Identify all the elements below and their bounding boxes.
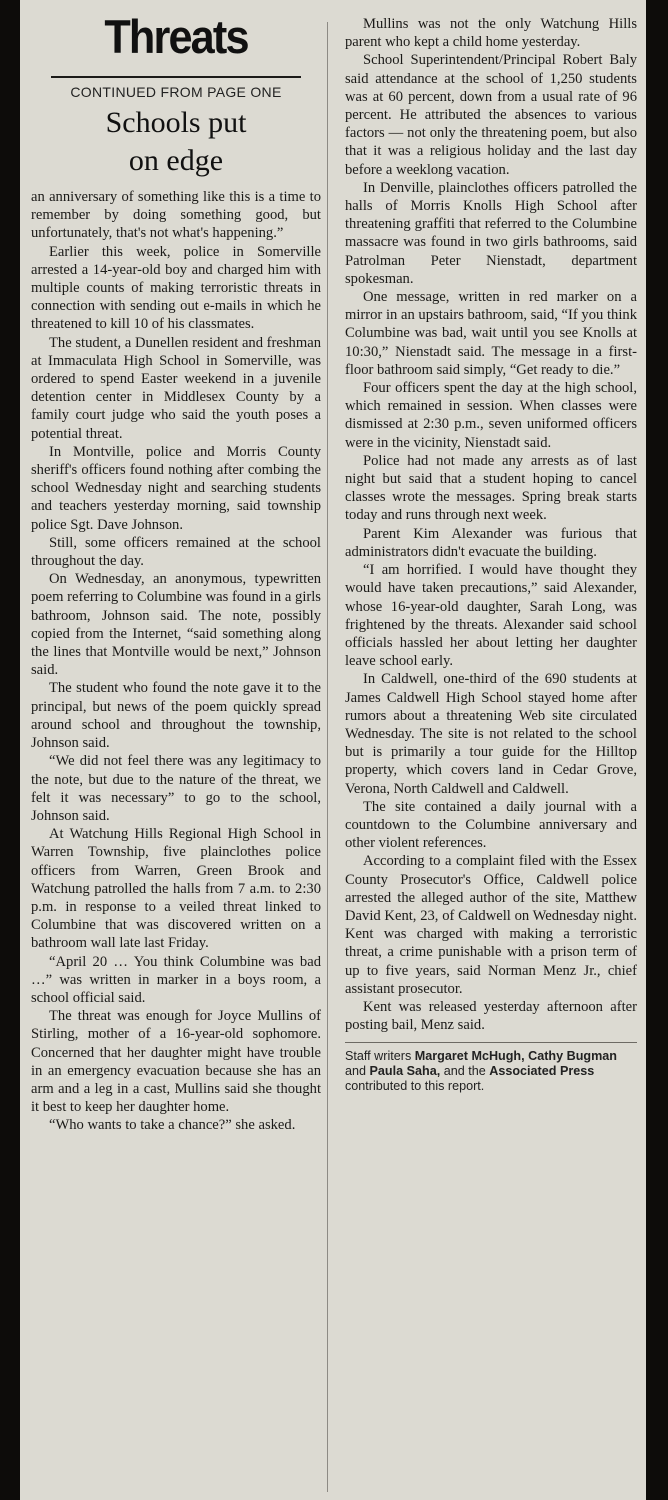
paragraph: The student who found the note gave it to the principal, but news of the poem quickly spread around school and throughout the township, Johnson said. <box>31 680 321 752</box>
credit-name: Margaret McHugh, Cathy Bugman <box>414 1049 617 1064</box>
right-body <box>345 15 637 1034</box>
paragraph: Four officers spent the day at the high school, which remained in session. When classes were dismissed at 2:30 p.m., seven uniformed officers were in the vicinity, Nienstadt said. <box>345 380 637 451</box>
paragraph: At Watchung Hills Regional High School in Warren Township, five plainclothes police officers from Warren, Green Brook and Watchung patrolled the halls from 7 a.m. to 2:30 p.m. in response to a veiled threat linked to Columbine that was discovered written on a bathroom wall late last Friday. <box>31 826 321 952</box>
paragraph: School Superintendent/Principal Robert Baly said attendance at the school of 1,250 students was at 60 percent, down from a usual rate of 96 percent. He attributed the absences to various factors — not only the threatening poem, but also that it was a religious holiday and the last day before a weeklong vacation. <box>345 52 637 178</box>
paragraph: “Who wants to take a chance?” she asked. <box>49 1117 296 1134</box>
headline-line: on edge <box>128 144 224 177</box>
headline <box>31 104 321 180</box>
paragraph: “April 20 … You think Columbine was bad …” was written in marker in a boys room, a school official said. <box>31 953 321 1006</box>
credit-lead: Staff writers <box>345 1049 412 1064</box>
paragraph: Parent Kim Alexander was furious that administrators didn't evacuate the building. <box>345 525 637 560</box>
paragraph: Police had not made any arrests as of last night but said that a student hoping to cancel classes wrote the messages. Spring break starts today and runs through next week. <box>345 452 637 524</box>
paragraph: In Montville, police and Morris County sheriff's officers found nothing after combing the school Wednesday night and searching students and teachers yesterday morning, said township police Sgt. Dave Johnson. <box>31 443 321 533</box>
paragraph: “I am horrified. I would have thought they would have taken precautions,” said Alexander, whose 16-year-old daughter, Sarah Long, was frightened by the threats. Alexander said school officials hassled her about letting her daughter leave school early. <box>345 562 637 670</box>
jump-line: CONTINUED FROM PAGE ONE <box>70 84 282 100</box>
credit-name: Associated Press <box>489 1064 595 1079</box>
paragraph: Kent was released yesterday afternoon after posting bail, Menz said. <box>345 998 637 1034</box>
credit-and: and the <box>443 1064 486 1079</box>
paragraph: According to a complaint filed with the Essex County Prosecutor's Office, Caldwell police arrested the alleged author of the site, Matthew David Kent, 23, of Caldwell on Wednesday night. Kent was charged with making a terroristic threat, a crime punishable with a prison term of up to five years, said Norman Menz Jr., chief assistant prosecutor. <box>345 853 637 997</box>
kicker-rule <box>51 76 301 78</box>
paragraph: Mullins was not the only Watchung Hills parent who kept a child home yesterday. <box>345 16 637 51</box>
paragraph: On Wednesday, an anonymous, typewritten poem referring to Columbine was found in a girls bathroom, Johnson said. The note, possibly copied from the Internet, “said something along the lines that Montville would be next,” Johnson said. <box>31 571 321 679</box>
paragraph: “We did not feel there was any legitimacy to the note, but due to the nature of the threat, we felt it was necessary” to go to the school, Johnson said. <box>31 753 321 824</box>
kicker-heading: Threats <box>104 10 248 63</box>
newspaper-clipping <box>20 0 646 1500</box>
paragraph: Still, some officers remained at the school throughout the day. <box>31 534 321 570</box>
column-rule <box>327 22 328 1492</box>
headline-line: Schools put <box>105 106 247 139</box>
staff-credit <box>345 1042 637 1094</box>
paragraph: an anniversary of something like this is a time to remember by doing something good, but unfortunately, that's not what's happening.” <box>31 189 321 242</box>
paragraph: The site contained a daily journal with a countdown to the Columbine anniversary and other violent references. <box>345 798 637 852</box>
left-column <box>31 0 321 1135</box>
credit-name: Paula Saha, <box>369 1064 441 1079</box>
left-body <box>31 188 321 1135</box>
paragraph: One message, written in red marker on a mirror in an upstairs bathroom, said, “If you think Columbine was bad, wait until you see Knolls at 10:30,” Nienstadt said. The message in a first-floor bathroom said simply, “Get ready to die.” <box>345 289 637 378</box>
right-column <box>345 15 637 1094</box>
paragraph: The threat was enough for Joyce Mullins of Stirling, mother of a 16-year-old sophomore. Concerned that her daughter might have trouble in an emergency evacuation because she has an arm and a leg in a cast, Mullins said she thought it best to keep her daughter home. <box>31 1008 321 1116</box>
paragraph: In Denville, plainclothes officers patrolled the halls of Morris Knolls High School after threatening graffiti that referred to the Columbine massacre was found in two girls bathrooms, said Patrolman Peter Nienstadt, department spokesman. <box>345 179 637 287</box>
paragraph: In Caldwell, one-third of the 690 students at James Caldwell High School stayed home after rumors about a threatening Web site circulated Wednesday. The site is not related to the school but is primarily a tour guide for the Hilltop property, which covers land in Cedar Grove, Verona, North Caldwell and Caldwell. <box>345 671 637 797</box>
paragraph: The student, a Dunellen resident and freshman at Immaculata High School in Somerville, was ordered to spend Easter weekend in a juvenile detention center in Middlesex County by a family court judge who said the youth poses a potential threat. <box>31 334 321 442</box>
credit-tail: contributed to this report. <box>345 1079 485 1094</box>
paragraph: Earlier this week, police in Somerville arrested a 14-year-old boy and charged him with multiple counts of making terroristic threats in connection with sending out e-mails in which he threatened to kill 10 of his classmates. <box>31 243 321 333</box>
credit-and: and <box>345 1064 367 1079</box>
